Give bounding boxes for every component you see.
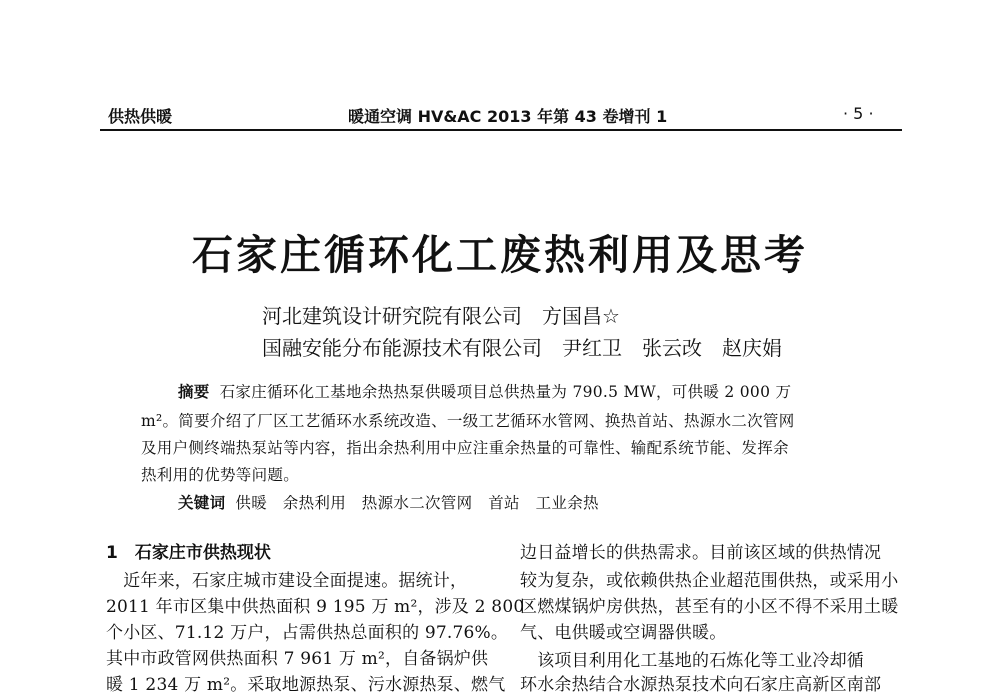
affiliation-line-1: 河北建筑设计研究院有限公司 方国昌☆	[262, 304, 620, 328]
paper-title: 石家庄循环化工废热利用及思考	[192, 231, 808, 279]
right-body-line-6: 环水余热结合水源热泵技术向石家庄高新区南部	[520, 675, 882, 695]
running-header-journal: 暖通空调 HV&AC 2013 年第 43 卷增刊 1	[348, 107, 668, 126]
keywords-line	[178, 491, 599, 513]
abstract-line-2: m²。简要介绍了厂区工艺循环水系统改造、一级工艺循环水管网、换热首站、热源水二次管网	[141, 412, 795, 430]
right-body-line-5: 该项目利用化工基地的石炼化等工业冷却循	[520, 651, 864, 671]
keywords-text: 供暖 余热利用 热源水二次管网 首站 工业余热	[235, 494, 599, 512]
right-body-line-4: 气、电供暖或空调器供暖。	[520, 623, 727, 643]
left-body-line-3: 个小区、71.12 万户，占需供热总面积的 97.76%。	[106, 623, 509, 643]
page-number: · 5 ·	[843, 104, 874, 123]
left-body-line-4: 其中市政管网供热面积 7 961 万 m²，自备锅炉供	[106, 649, 489, 669]
header-rule	[100, 129, 902, 131]
section-heading: 1 石家庄市供热现状	[106, 543, 271, 563]
left-body-line-5: 暖 1 234 万 m²。采取地源热泵、污水源热泵、燃气	[106, 675, 506, 695]
abstract-line-3: 及用户侧终端热泵站等内容，指出余热利用中应注重余热量的可靠性、输配系统节能、发挥余	[141, 439, 789, 457]
abstract-line-4: 热利用的优势等问题。	[141, 466, 300, 484]
right-body-line-2: 较为复杂，或依赖供热企业超范围供热，或采用小	[520, 571, 899, 591]
abstract-line-1	[178, 380, 791, 402]
affiliation-line-2: 国融安能分布能源技术有限公司 尹红卫 张云改 赵庆娟	[262, 336, 782, 360]
abstract-label: 摘要	[178, 383, 210, 401]
left-body-line-1: 近年来，石家庄城市建设全面提速。据统计，	[106, 571, 468, 591]
abstract-text: 石家庄循环化工基地余热热泵供暖项目总供热量为 790.5 MW，可供暖 2 000 万	[219, 383, 792, 401]
running-header-section: 供热供暖	[108, 107, 173, 126]
keywords-label: 关键词	[178, 494, 226, 512]
right-body-line-3: 区燃煤锅炉房供热，甚至有的小区不得不采用土暖	[520, 597, 899, 617]
right-body-line-1: 边日益增长的供热需求。目前该区域的供热情况	[520, 543, 882, 563]
left-body-line-2: 2011 年市区集中供热面积 9 195 万 m²，涉及 2 800	[106, 597, 525, 617]
